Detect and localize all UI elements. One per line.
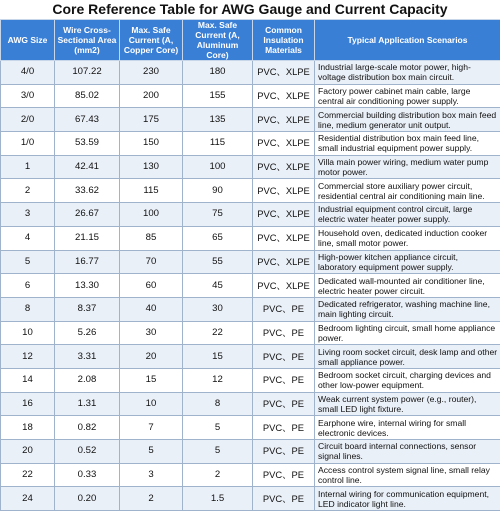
area-cell: 26.67 xyxy=(55,203,120,227)
insulation-cell: PVC、XLPE xyxy=(253,179,315,203)
area-cell: 3.31 xyxy=(55,345,120,369)
awg-size-cell: 1 xyxy=(1,155,55,179)
application-cell: Industrial equipment control circuit, large electric water heater power supply. xyxy=(315,203,500,227)
copper-current-cell: 150 xyxy=(120,132,183,156)
application-cell: Factory power cabinet main cable, large central air conditioning power supply. xyxy=(315,84,500,108)
area-cell: 5.26 xyxy=(55,321,120,345)
insulation-cell: PVC、PE xyxy=(253,416,315,440)
application-cell: Household oven, dedicated induction cooker line, small motor power. xyxy=(315,226,500,250)
aluminum-current-cell: 115 xyxy=(183,132,253,156)
table-row xyxy=(1,203,500,227)
area-cell: 0.82 xyxy=(55,416,120,440)
area-cell: 0.20 xyxy=(55,487,120,511)
insulation-cell: PVC、XLPE xyxy=(253,84,315,108)
insulation-cell: PVC、PE xyxy=(253,487,315,511)
table-row xyxy=(1,250,500,274)
copper-current-cell: 175 xyxy=(120,108,183,132)
area-cell: 21.15 xyxy=(55,226,120,250)
copper-current-cell: 5 xyxy=(120,440,183,464)
application-cell: Circuit board internal connections, sensor signal lines. xyxy=(315,440,500,464)
header-insulation: Common Insulation Materials xyxy=(253,20,315,61)
copper-current-cell: 70 xyxy=(120,250,183,274)
insulation-cell: PVC、XLPE xyxy=(253,108,315,132)
table-row xyxy=(1,155,500,179)
table-row xyxy=(1,392,500,416)
awg-size-cell: 5 xyxy=(1,250,55,274)
area-cell: 2.08 xyxy=(55,368,120,392)
table-row xyxy=(1,440,500,464)
aluminum-current-cell: 65 xyxy=(183,226,253,250)
table-row xyxy=(1,487,500,511)
header-cross-section: Wire Cross-Sectional Area (mm2) xyxy=(55,20,120,61)
awg-size-cell: 24 xyxy=(1,487,55,511)
table-row xyxy=(1,274,500,298)
awg-size-cell: 14 xyxy=(1,368,55,392)
aluminum-current-cell: 90 xyxy=(183,179,253,203)
application-cell: Residential distribution box main feed line, small industrial equipment power supply. xyxy=(315,132,500,156)
table-row xyxy=(1,297,500,321)
awg-size-cell: 2/0 xyxy=(1,108,55,132)
application-cell: High-power kitchen appliance circuit, laboratory equipment power supply. xyxy=(315,250,500,274)
aluminum-current-cell: 100 xyxy=(183,155,253,179)
application-cell: Access control system signal line, small relay control line. xyxy=(315,463,500,487)
awg-table xyxy=(0,19,500,511)
awg-size-cell: 12 xyxy=(1,345,55,369)
copper-current-cell: 40 xyxy=(120,297,183,321)
awg-size-cell: 8 xyxy=(1,297,55,321)
table-row xyxy=(1,416,500,440)
insulation-cell: PVC、XLPE xyxy=(253,226,315,250)
copper-current-cell: 2 xyxy=(120,487,183,511)
insulation-cell: PVC、XLPE xyxy=(253,132,315,156)
aluminum-current-cell: 2 xyxy=(183,463,253,487)
table-row xyxy=(1,132,500,156)
area-cell: 16.77 xyxy=(55,250,120,274)
awg-size-cell: 4/0 xyxy=(1,61,55,85)
awg-size-cell: 20 xyxy=(1,440,55,464)
awg-size-cell: 2 xyxy=(1,179,55,203)
application-cell: Earphone wire, internal wiring for small electronic devices. xyxy=(315,416,500,440)
awg-size-cell: 10 xyxy=(1,321,55,345)
copper-current-cell: 3 xyxy=(120,463,183,487)
application-cell: Internal wiring for communication equipment, LED indicator light line. xyxy=(315,487,500,511)
aluminum-current-cell: 135 xyxy=(183,108,253,132)
application-cell: Living room socket circuit, desk lamp and other small appliance power. xyxy=(315,345,500,369)
copper-current-cell: 130 xyxy=(120,155,183,179)
copper-current-cell: 85 xyxy=(120,226,183,250)
awg-size-cell: 1/0 xyxy=(1,132,55,156)
area-cell: 33.62 xyxy=(55,179,120,203)
insulation-cell: PVC、XLPE xyxy=(253,155,315,179)
application-cell: Bedroom lighting circuit, small home appliance power. xyxy=(315,321,500,345)
awg-size-cell: 16 xyxy=(1,392,55,416)
insulation-cell: PVC、XLPE xyxy=(253,250,315,274)
area-cell: 1.31 xyxy=(55,392,120,416)
aluminum-current-cell: 30 xyxy=(183,297,253,321)
insulation-cell: PVC、PE xyxy=(253,297,315,321)
area-cell: 8.37 xyxy=(55,297,120,321)
insulation-cell: PVC、XLPE xyxy=(253,61,315,85)
awg-size-cell: 22 xyxy=(1,463,55,487)
insulation-cell: PVC、PE xyxy=(253,463,315,487)
table-row xyxy=(1,108,500,132)
awg-size-cell: 6 xyxy=(1,274,55,298)
table-header-row xyxy=(1,20,500,61)
area-cell: 13.30 xyxy=(55,274,120,298)
aluminum-current-cell: 155 xyxy=(183,84,253,108)
table-row xyxy=(1,463,500,487)
awg-size-cell: 3/0 xyxy=(1,84,55,108)
table-row xyxy=(1,321,500,345)
awg-size-cell: 4 xyxy=(1,226,55,250)
copper-current-cell: 115 xyxy=(120,179,183,203)
awg-size-cell: 3 xyxy=(1,203,55,227)
table-row xyxy=(1,61,500,85)
aluminum-current-cell: 15 xyxy=(183,345,253,369)
copper-current-cell: 60 xyxy=(120,274,183,298)
header-aluminum-current: Max. Safe Current (A, Aluminum Core) xyxy=(183,20,253,61)
copper-current-cell: 100 xyxy=(120,203,183,227)
aluminum-current-cell: 55 xyxy=(183,250,253,274)
table-row xyxy=(1,226,500,250)
application-cell: Commercial store auxiliary power circuit, residential central air conditioning main line. xyxy=(315,179,500,203)
aluminum-current-cell: 75 xyxy=(183,203,253,227)
application-cell: Commercial building distribution box main feed line, medium generator unit output. xyxy=(315,108,500,132)
insulation-cell: PVC、PE xyxy=(253,321,315,345)
awg-size-cell: 18 xyxy=(1,416,55,440)
page-title: Core Reference Table for AWG Gauge and Current Capacity xyxy=(0,0,500,19)
aluminum-current-cell: 180 xyxy=(183,61,253,85)
copper-current-cell: 230 xyxy=(120,61,183,85)
insulation-cell: PVC、PE xyxy=(253,440,315,464)
aluminum-current-cell: 22 xyxy=(183,321,253,345)
copper-current-cell: 10 xyxy=(120,392,183,416)
area-cell: 0.33 xyxy=(55,463,120,487)
header-awg-size: AWG Size xyxy=(1,20,55,61)
aluminum-current-cell: 8 xyxy=(183,392,253,416)
insulation-cell: PVC、PE xyxy=(253,345,315,369)
area-cell: 85.02 xyxy=(55,84,120,108)
copper-current-cell: 15 xyxy=(120,368,183,392)
application-cell: Bedroom socket circuit, charging devices and other low-power equipment. xyxy=(315,368,500,392)
application-cell: Dedicated wall-mounted air conditioner line, electric heater power circuit. xyxy=(315,274,500,298)
header-applications: Typical Application Scenarios xyxy=(315,20,500,61)
aluminum-current-cell: 1.5 xyxy=(183,487,253,511)
table-row xyxy=(1,368,500,392)
table-row xyxy=(1,345,500,369)
copper-current-cell: 30 xyxy=(120,321,183,345)
insulation-cell: PVC、XLPE xyxy=(253,203,315,227)
area-cell: 42.41 xyxy=(55,155,120,179)
aluminum-current-cell: 5 xyxy=(183,440,253,464)
application-cell: Dedicated refrigerator, washing machine line, main lighting circuit. xyxy=(315,297,500,321)
aluminum-current-cell: 12 xyxy=(183,368,253,392)
area-cell: 67.43 xyxy=(55,108,120,132)
copper-current-cell: 7 xyxy=(120,416,183,440)
insulation-cell: PVC、PE xyxy=(253,392,315,416)
area-cell: 107.22 xyxy=(55,61,120,85)
area-cell: 0.52 xyxy=(55,440,120,464)
application-cell: Industrial large-scale motor power, high-voltage distribution box main circuit. xyxy=(315,61,500,85)
aluminum-current-cell: 5 xyxy=(183,416,253,440)
table-row xyxy=(1,84,500,108)
insulation-cell: PVC、PE xyxy=(253,368,315,392)
aluminum-current-cell: 45 xyxy=(183,274,253,298)
header-copper-current: Max. Safe Current (A, Copper Core) xyxy=(120,20,183,61)
application-cell: Weak current system power (e.g., router), small LED light fixture. xyxy=(315,392,500,416)
application-cell: Villa main power wiring, medium water pump motor power. xyxy=(315,155,500,179)
table-row xyxy=(1,179,500,203)
insulation-cell: PVC、XLPE xyxy=(253,274,315,298)
copper-current-cell: 20 xyxy=(120,345,183,369)
area-cell: 53.59 xyxy=(55,132,120,156)
copper-current-cell: 200 xyxy=(120,84,183,108)
